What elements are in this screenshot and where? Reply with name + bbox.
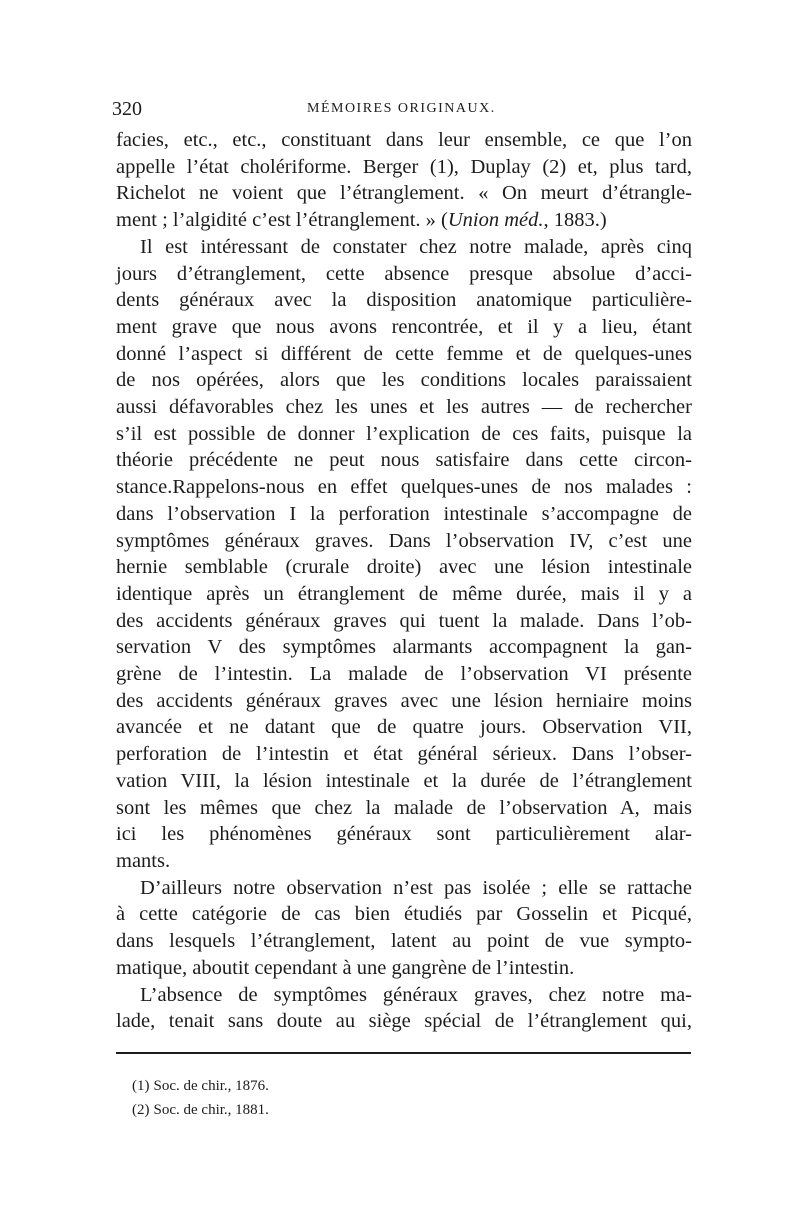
paragraph-2-line: des accidents généraux graves avec une lésion herniaire moins	[116, 689, 692, 712]
paragraph-2-line: hernie semblable (crurale droite) avec une lésion intestinale	[116, 556, 692, 579]
paragraph-2-line: aussi défavorables chez les unes et les autres — de rechercher	[116, 396, 692, 419]
paragraph-2-line: symptômes généraux graves. Dans l’observation IV, c’est une	[116, 529, 692, 552]
paragraph-1-line: Richelot ne voient que l’étranglement. « On meurt d’étrangle-	[116, 182, 692, 205]
paragraph-3-line: dans lesquels l’étranglement, latent au point de vue sympto-	[116, 930, 692, 953]
footnote-1-number: (1)	[132, 1078, 150, 1094]
paragraph-3-line: D’ailleurs notre observation n’est pas isolée ; elle se rattache	[140, 876, 692, 899]
paragraph-2-line: Il est intéressant de constater chez notre malade, après cinq	[140, 235, 692, 258]
paragraph-2-line: s’il est possible de donner l’explication de ces faits, puisque la	[116, 422, 692, 445]
paragraph-1-line: appelle l’état cholériforme. Berger (1), Duplay (2) et, plus tard,	[116, 155, 692, 178]
paragraph-2-line: servation V des symptômes alarmants accompagnent la gan-	[116, 636, 692, 659]
paragraph-4-line: L’absence de symptômes généraux graves, chez notre ma-	[140, 983, 692, 1006]
page-header	[112, 98, 692, 124]
footnote-1-text: Soc. de chir., 1876.	[153, 1078, 269, 1094]
paragraph-1-last-line	[116, 207, 692, 234]
paragraph-2-line: avancée et ne datant que de quatre jours. Observation VII,	[116, 716, 692, 739]
body-text	[116, 127, 692, 1035]
footnote-1	[132, 1074, 269, 1098]
paragraph-2-line: de nos opérées, alors que les conditions locales paraissaient	[116, 369, 692, 392]
paragraph-2-line: ment grave que nous avons rencontrée, et il y a lieu, étant	[116, 315, 692, 338]
paragraph-4-line: lade, tenait sans doute au siège spécial de l’étranglement qui,	[116, 1010, 692, 1033]
paragraph-2-line: ici les phénomènes généraux sont particulièrement alar-	[116, 823, 692, 846]
paragraph-3-last-line: matique, aboutit cependant à une gangrène de l’intestin.	[116, 956, 575, 979]
paragraph-2-line: sont les mêmes que chez la malade de l’observation A, mais	[116, 796, 692, 819]
footnote-2-number: (2)	[132, 1102, 150, 1118]
paragraph-2-line: dents généraux avec la disposition anatomique particulière-	[116, 289, 692, 312]
paragraph-2-line: dans l’observation I la perforation intestinale s’accompagne de	[116, 502, 692, 525]
paragraph-2-line: donné l’aspect si différent de cette femme et de quelques-unes	[116, 342, 692, 365]
paragraph-2-line: des accidents généraux graves qui tuent la malade. Dans l’ob-	[116, 609, 692, 632]
paragraph-2-last-line: mants.	[116, 849, 171, 872]
citation-journal: Union méd.	[447, 209, 544, 232]
paragraph-2-line: jours d’étranglement, cette absence presque absolue d’acci-	[116, 262, 692, 285]
paragraph-2-line: identique après un étranglement de même durée, mais il y a	[116, 582, 692, 605]
citation-year: , 1883.)	[543, 209, 607, 232]
paragraph-2-line: grène de l’intestin. La malade de l’observation VI présente	[116, 663, 692, 686]
paragraph-1-line: facies, etc., etc., constituant dans leur ensemble, ce que l’on	[116, 129, 692, 151]
paragraph-3-line: à cette catégorie de cas bien étudiés par Gosselin et Picqué,	[116, 903, 692, 926]
paragraph-1-line-text: ment ; l’algidité c’est l’étranglement. » (	[116, 209, 448, 232]
paragraph-2-line: stance.Rappelons-nous en effet quelques-unes de nos malades :	[116, 476, 692, 499]
running-head: MÉMOIRES ORIGINAUX.	[307, 101, 496, 116]
paragraph-2-line: perforation de l’intestin et état général sérieux. Dans l’obser-	[116, 743, 692, 766]
paragraph-2-line: théorie précédente ne peut nous satisfaire dans cette circon-	[116, 449, 692, 472]
footnote-2	[132, 1098, 269, 1122]
footnote-divider	[116, 1052, 691, 1054]
paragraph-2-line: vation VIII, la lésion intestinale et la durée de l’étranglement	[116, 769, 692, 792]
footnotes	[132, 1074, 269, 1122]
footnote-2-text: Soc. de chir., 1881.	[153, 1102, 269, 1118]
page-number: 320	[112, 98, 142, 120]
